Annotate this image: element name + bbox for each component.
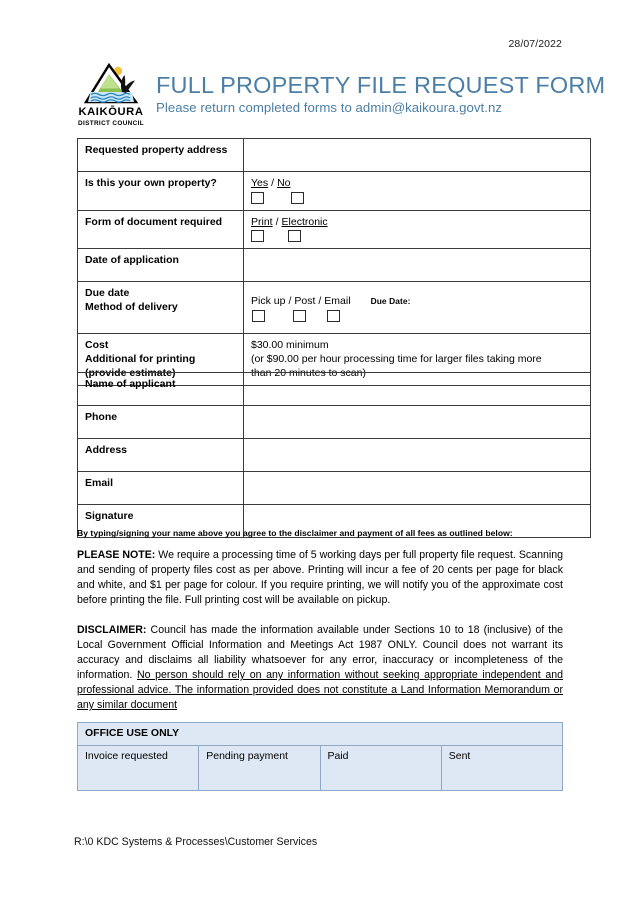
agreement-statement: By typing/signing your name above you agree to the disclaimer and payment of all fees as outlined below: (77, 528, 513, 538)
checkbox-electronic[interactable] (288, 230, 301, 242)
table-row (78, 172, 591, 211)
mountain-whale-logo-icon (79, 62, 143, 106)
label-method-line: Method of delivery (85, 301, 178, 314)
table-row (78, 723, 563, 746)
table-row (78, 210, 591, 249)
label-cost-line: Cost (85, 338, 109, 351)
office-use-heading: OFFICE USE ONLY (78, 723, 563, 746)
applicant-details-table (77, 372, 591, 538)
option-pickup-label: Pick up (251, 295, 286, 308)
label-due-date: Due Date: (370, 296, 411, 307)
label-phone: Phone (78, 406, 244, 439)
field-own-property: Yes / No (244, 172, 591, 211)
label-additional-printing-line: Additional for printing (85, 352, 196, 365)
cost-line-2: (or $90.00 per hour processing time for larger files taking more (251, 352, 542, 365)
disclaimer-text: Council has made the information available under Sections 10 to 18 (inclusive) of the Local Government Official Information and Meetings Act 1987 ONLY. Council does not warrant its accuracy and disclaims all liability whatsoever for any error, inaccuracy or incompleteness of the information. (77, 624, 563, 682)
disclaimer-underlined-text: No person should rely on any information without seeking appropriate independent and professional advice. The information provided does not constitute a Land Information Memorandum or any similar document (77, 669, 563, 712)
checkbox-email[interactable] (327, 310, 340, 322)
checkbox-pickup[interactable] (252, 310, 265, 322)
field-date-of-application[interactable] (244, 249, 591, 282)
cost-line-3: than 20 minutes to scan) (251, 366, 366, 379)
disclaimer-label: DISCLAIMER: (77, 624, 147, 636)
form-subtitle: Please return completed forms to admin@kaikoura.govt.nz (156, 100, 502, 116)
please-note-text: We require a processing time of 5 working days per full property file request. Scanning and sending of property files cost as per above. Printing will incur a fee of 20 cents per page for black and white, and $1 per page for colour. If you require printing, we will notify you of the approximate cost before printing the file. Full printing cost will be available on pickup. (77, 549, 563, 607)
field-document-form: Print / Electronic (244, 210, 591, 249)
please-note-paragraph (77, 548, 563, 608)
option-no-label: No (277, 177, 291, 189)
label-own-property: Is this your own property? (78, 172, 244, 211)
office-cell-paid[interactable]: Paid (320, 746, 441, 791)
disclaimer-paragraph (77, 623, 563, 713)
label-email: Email (78, 472, 244, 505)
table-row (78, 472, 591, 505)
table-row (78, 139, 591, 172)
document-date: 28/07/2022 (508, 38, 562, 50)
label-address: Address (78, 439, 244, 472)
label-signature: Signature (78, 505, 244, 538)
office-use-table (77, 722, 563, 791)
title-block (144, 60, 605, 115)
label-provide-estimate-line: (provide estimate) (85, 366, 176, 379)
label-date-of-application: Date of application (78, 249, 244, 282)
table-row (78, 406, 591, 439)
form-title: FULL PROPERTY FILE REQUEST FORM (156, 72, 606, 98)
table-row (78, 439, 591, 472)
label-document-form: Form of document required (78, 210, 244, 249)
cost-line-1: $30.00 minimum (251, 338, 329, 351)
field-email[interactable] (244, 472, 591, 505)
label-due-date-line: Due date (85, 287, 130, 300)
request-details-table (77, 138, 591, 386)
field-requested-address[interactable] (244, 139, 591, 172)
council-logo-name: KAIKŌURA (78, 106, 144, 118)
table-row (78, 373, 591, 406)
document-header (78, 60, 606, 127)
field-phone[interactable] (244, 406, 591, 439)
table-row (78, 249, 591, 282)
council-logo (78, 60, 144, 127)
label-method-of-delivery (78, 282, 244, 334)
office-cell-sent[interactable]: Sent (441, 746, 562, 791)
label-name-of-applicant: Name of applicant (78, 373, 244, 406)
checkbox-yes[interactable] (251, 192, 264, 204)
label-requested-address: Requested property address (78, 139, 244, 172)
field-method-of-delivery: Pick up / Post / Email Due Date: (244, 282, 591, 334)
council-logo-subtitle: DISTRICT COUNCIL (78, 119, 144, 127)
option-electronic-label: Electronic (281, 215, 328, 228)
field-name-of-applicant[interactable] (244, 373, 591, 406)
office-cell-invoice-requested[interactable]: Invoice requested (78, 746, 199, 791)
footer-file-path: R:\0 KDC Systems & Processes\Customer Services (74, 836, 318, 848)
please-note-label: PLEASE NOTE: (77, 549, 156, 561)
table-row (78, 746, 563, 791)
office-cell-pending-payment[interactable]: Pending payment (199, 746, 320, 791)
option-email-label: Email (324, 295, 351, 308)
option-post-label: Post (294, 295, 316, 308)
option-yes-label: Yes (251, 177, 269, 189)
checkbox-no[interactable] (291, 192, 304, 204)
option-print-label: Print (251, 215, 273, 228)
field-address[interactable] (244, 439, 591, 472)
checkbox-print[interactable] (251, 230, 264, 242)
table-row (78, 282, 591, 334)
checkbox-post[interactable] (293, 310, 306, 322)
